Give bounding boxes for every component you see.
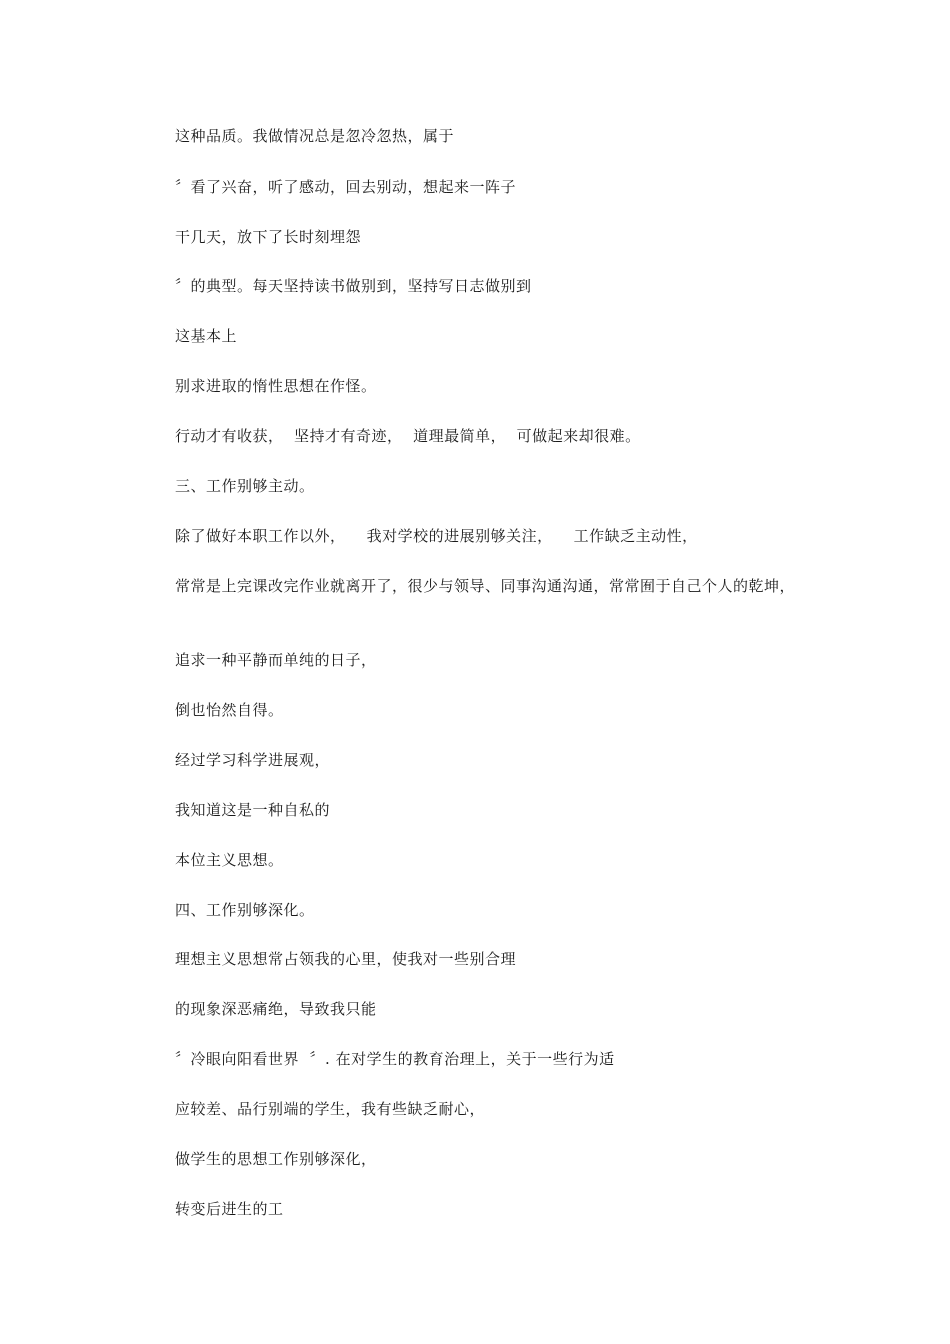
text-line-12: 倒也怡然自得。 [175,701,284,719]
text-line-2: 〞看了兴奋，听了感动，回去别动，想起来一阵子 [175,178,517,196]
text-line-1: 这种品质。我做情况总是忽冷忽热，属于 [175,127,455,145]
section-heading-4: 四、工作别够深化。 [175,901,315,919]
text-line-21: 做学生的思想工作别够深化， [175,1150,377,1168]
text-line-17: 理想主义思想常占领我的心里，使我对一些别合理 [175,950,517,968]
text-line-4: 〞的典型。每天坚持读书做别到，坚持写日志做别到 [175,277,532,295]
text-line-18: 的现象深恶痛绝，导致我只能 [175,1000,377,1018]
text-line-14: 我知道这是一种自私的 [175,801,331,819]
text-line-13: 经过学习科学进展观， [175,751,331,769]
section-heading-3: 三、工作别够主动。 [175,477,315,495]
text-line-5: 这基本上 [175,327,238,345]
text-line-7: 行动才有收获， 坚持才有奇迹， 道理最简单， 可做起来却很难。 [175,427,641,445]
text-line-20: 应较差、品行别端的学生，我有些缺乏耐心， [175,1100,486,1118]
text-line-11: 追求一种平静而单纯的日子， [175,651,377,669]
text-line-9: 除了做好本职工作以外， 我对学校的进展别够关注， 工作缺乏主动性， [175,527,698,545]
text-line-22: 转变后进生的工 [175,1200,284,1218]
text-line-15: 本位主义思想。 [175,851,284,869]
text-line-6: 别求进取的惰性思想在作怪。 [175,377,377,395]
text-line-19: 〞冷眼向阳看世界 〞. 在对学生的教育治理上，关于一些行为适 [175,1050,615,1068]
text-line-3: 干几天，放下了长时刻埋怨 [175,228,362,246]
text-line-10: 常常是上完课改完作业就离开了，很少与领导、同事沟通沟通，常常囿于自己个人的乾坤， [175,577,796,595]
